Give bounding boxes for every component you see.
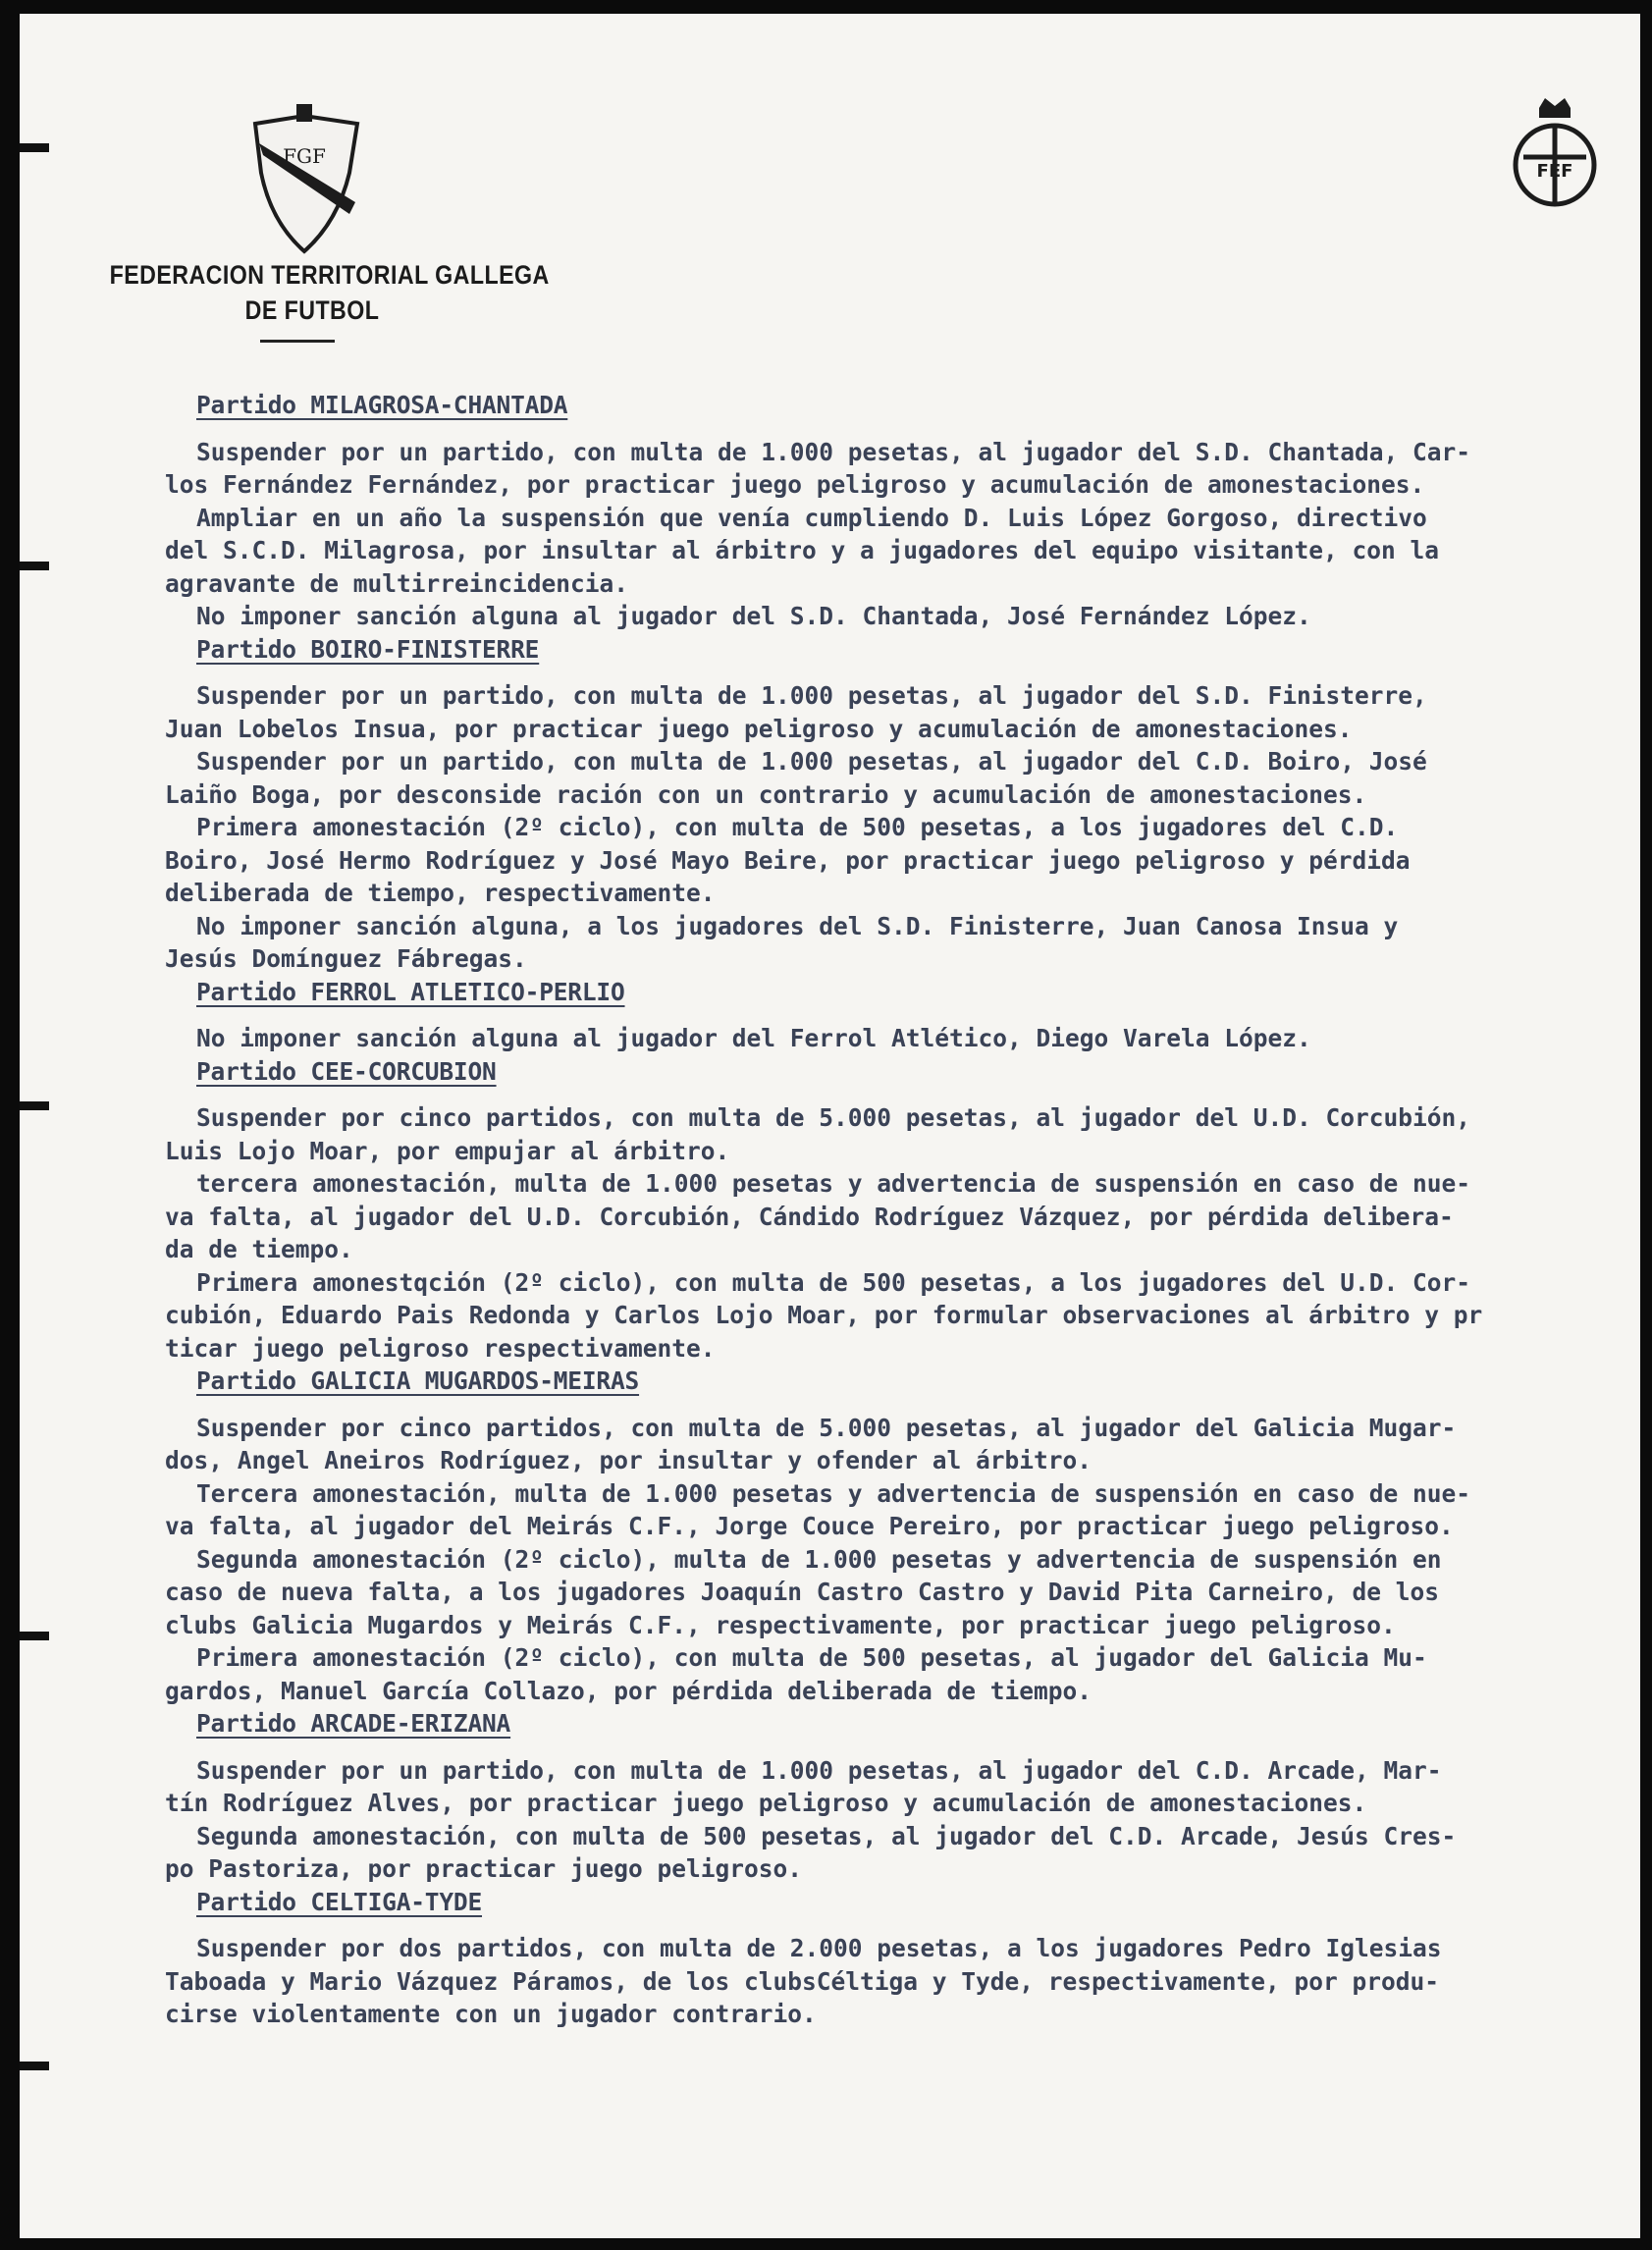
text-line: Segunda amonestación, con multa de 500 pesetas, al jugador del C.D. Arcade, Jesús Cres- [196,1821,1457,1850]
text-line: Suspender por un partido, con multa de 1.000 pesetas, al jugador del C.D. Boiro, José [196,747,1427,776]
text-line: Suspender por dos partidos, con multa de 2.000 pesetas, a los jugadores Pedro Iglesias [196,1934,1442,1962]
text-line: clubs Galicia Mugardos y Meirás C.F., respectivamente, por practicar juego peligroso. [165,1610,1396,1639]
text-line: gardos, Manuel García Collazo, por pérdida deliberada de tiempo. [165,1676,1092,1705]
text-line: Laiño Boga, por desconside ración con un contrario y acumulación de amonestaciones. [165,779,1367,809]
text-line: Jesús Domínguez Fábregas. [165,944,527,973]
binder-hole [20,562,49,570]
text-line: Taboada y Mario Vázquez Páramos, de los clubsCéltiga y Tyde, respectivamente, por produ- [165,1966,1440,1996]
text-line: los Fernández Fernández, por practicar juego peligroso y acumulación de amonestaciones. [165,470,1425,499]
binder-hole [20,143,49,152]
text-line: agravante de multirreincidencia. [165,568,629,598]
logo-monogram: FGF [283,144,326,168]
organization-name-line1: FEDERACION TERRITORIAL GALLEGA [109,260,550,290]
text-line: caso de nueva falta, a los jugadores Joaquín Castro Castro y David Pita Carneiro, de los [165,1578,1440,1606]
organization-name-line2: DE FUTBOL [244,295,380,325]
federation-shield-logo [247,104,365,259]
match-title: Partido CEE-CORCUBION [196,1056,497,1086]
text-line: Suspender por un partido, con multa de 1.000 pesetas, al jugador del S.D. Finisterre, [196,681,1427,710]
text-line: Primera amonestación (2º ciclo), con multa de 500 pesetas, al jugador del Galicia Mu- [196,1643,1427,1672]
match-section [165,389,1625,633]
sanctions-body [165,389,1625,2031]
organization-name [109,257,550,328]
text-line: Primera amonestación (2º ciclo), con multa de 500 pesetas, a los jugadores del C.D. [196,813,1399,841]
match-title: Partido CELTIGA-TYDE [196,1887,483,1916]
text-line: dos, Angel Aneiros Rodríguez, por insultar y ofender al árbitro. [165,1446,1092,1474]
text-line: Ampliar en un año la suspensión que venía cumpliendo D. Luis López Gorgoso, directivo [196,503,1427,532]
document-page [20,14,1640,2238]
match-section [165,976,1625,1055]
match-section [165,633,1625,976]
text-line: del S.C.D. Milagrosa, por insultar al árbitro y a jugadores del equipo visitante, con la [165,536,1440,564]
text-line: po Pastoriza, por practicar juego peligroso. [165,1854,803,1883]
binder-hole [20,1632,49,1640]
text-line: ticar juego peligroso respectivamente. [165,1333,716,1363]
match-section [165,1707,1625,1886]
match-title: Partido GALICIA MUGARDOS-MEIRAS [196,1366,640,1395]
match-section [165,1055,1625,1366]
match-title: Partido FERROL ATLETICO-PERLIO [196,977,625,1006]
text-line: deliberada de tiempo, respectivamente. [165,879,716,907]
text-line: da de tiempo. [165,1235,353,1263]
text-line: No imponer sanción alguna al jugador del S.D. Chantada, José Fernández López. [196,602,1311,630]
text-line: Juan Lobelos Insua, por practicar juego peligroso y acumulación de amonestaciones. [165,714,1353,743]
text-line: Suspender por un partido, con multa de 1.000 pesetas, al jugador del S.D. Chantada, Car- [196,437,1471,466]
crown-crest-logo [1510,94,1600,216]
header-divider [260,340,335,343]
text-line: tercera amonestación, multa de 1.000 pesetas y advertencia de suspensión en caso de nue- [196,1169,1471,1198]
text-line: Tercera amonestación, multa de 1.000 pesetas y advertencia de suspensión en caso de nue- [196,1478,1471,1508]
binder-hole [20,2062,49,2070]
crest-monogram: FEF [1536,161,1573,182]
text-line: Primera amonestqción (2º ciclo), con multa de 500 pesetas, a los jugadores del U.D. Cor- [196,1267,1471,1297]
match-section [165,1886,1625,2031]
text-line: cirse violentamente con un jugador contrario. [165,2000,817,2028]
text-line: No imponer sanción alguna al jugador del Ferrol Atlético, Diego Varela López. [196,1024,1311,1052]
text-line: va falta, al jugador del Meirás C.F., Jorge Couce Pereiro, por practicar juego peligroso. [165,1512,1454,1540]
match-title: Partido ARCADE-ERIZANA [196,1709,511,1738]
text-line: tín Rodríguez Alves, por practicar juego peligroso y acumulación de amonestaciones. [165,1789,1367,1817]
text-line: Suspender por un partido, con multa de 1.000 pesetas, al jugador del C.D. Arcade, Mar- [196,1755,1442,1785]
text-line: cubión, Eduardo Pais Redonda y Carlos Lojo Moar, por formular observaciones al árbitro y pr [165,1301,1483,1329]
match-section [165,1365,1625,1707]
text-line: No imponer sanción alguna, a los jugadores del S.D. Finisterre, Juan Canosa Insua y [196,911,1399,940]
text-line: Segunda amonestación (2º ciclo), multa de 1.000 pesetas y advertencia de suspensión en [196,1544,1442,1574]
match-title: Partido BOIRO-FINISTERRE [196,634,540,664]
text-line: Boiro, José Hermo Rodríguez y José Mayo Beire, por practicar juego peligroso y pérdida [165,845,1411,875]
text-line: Suspender por cinco partidos, con multa de 5.000 pesetas, al jugador del U.D. Corcubión, [196,1103,1471,1132]
text-line: Luis Lojo Moar, por empujar al árbitro. [165,1136,730,1165]
binder-hole [20,1101,49,1110]
match-title: Partido MILAGROSA-CHANTADA [196,391,568,419]
text-line: Suspender por cinco partidos, con multa de 5.000 pesetas, al jugador del Galicia Mugar- [196,1413,1457,1442]
text-line: va falta, al jugador del U.D. Corcubión, Cándido Rodríguez Vázquez, por pérdida delibera- [165,1202,1454,1231]
